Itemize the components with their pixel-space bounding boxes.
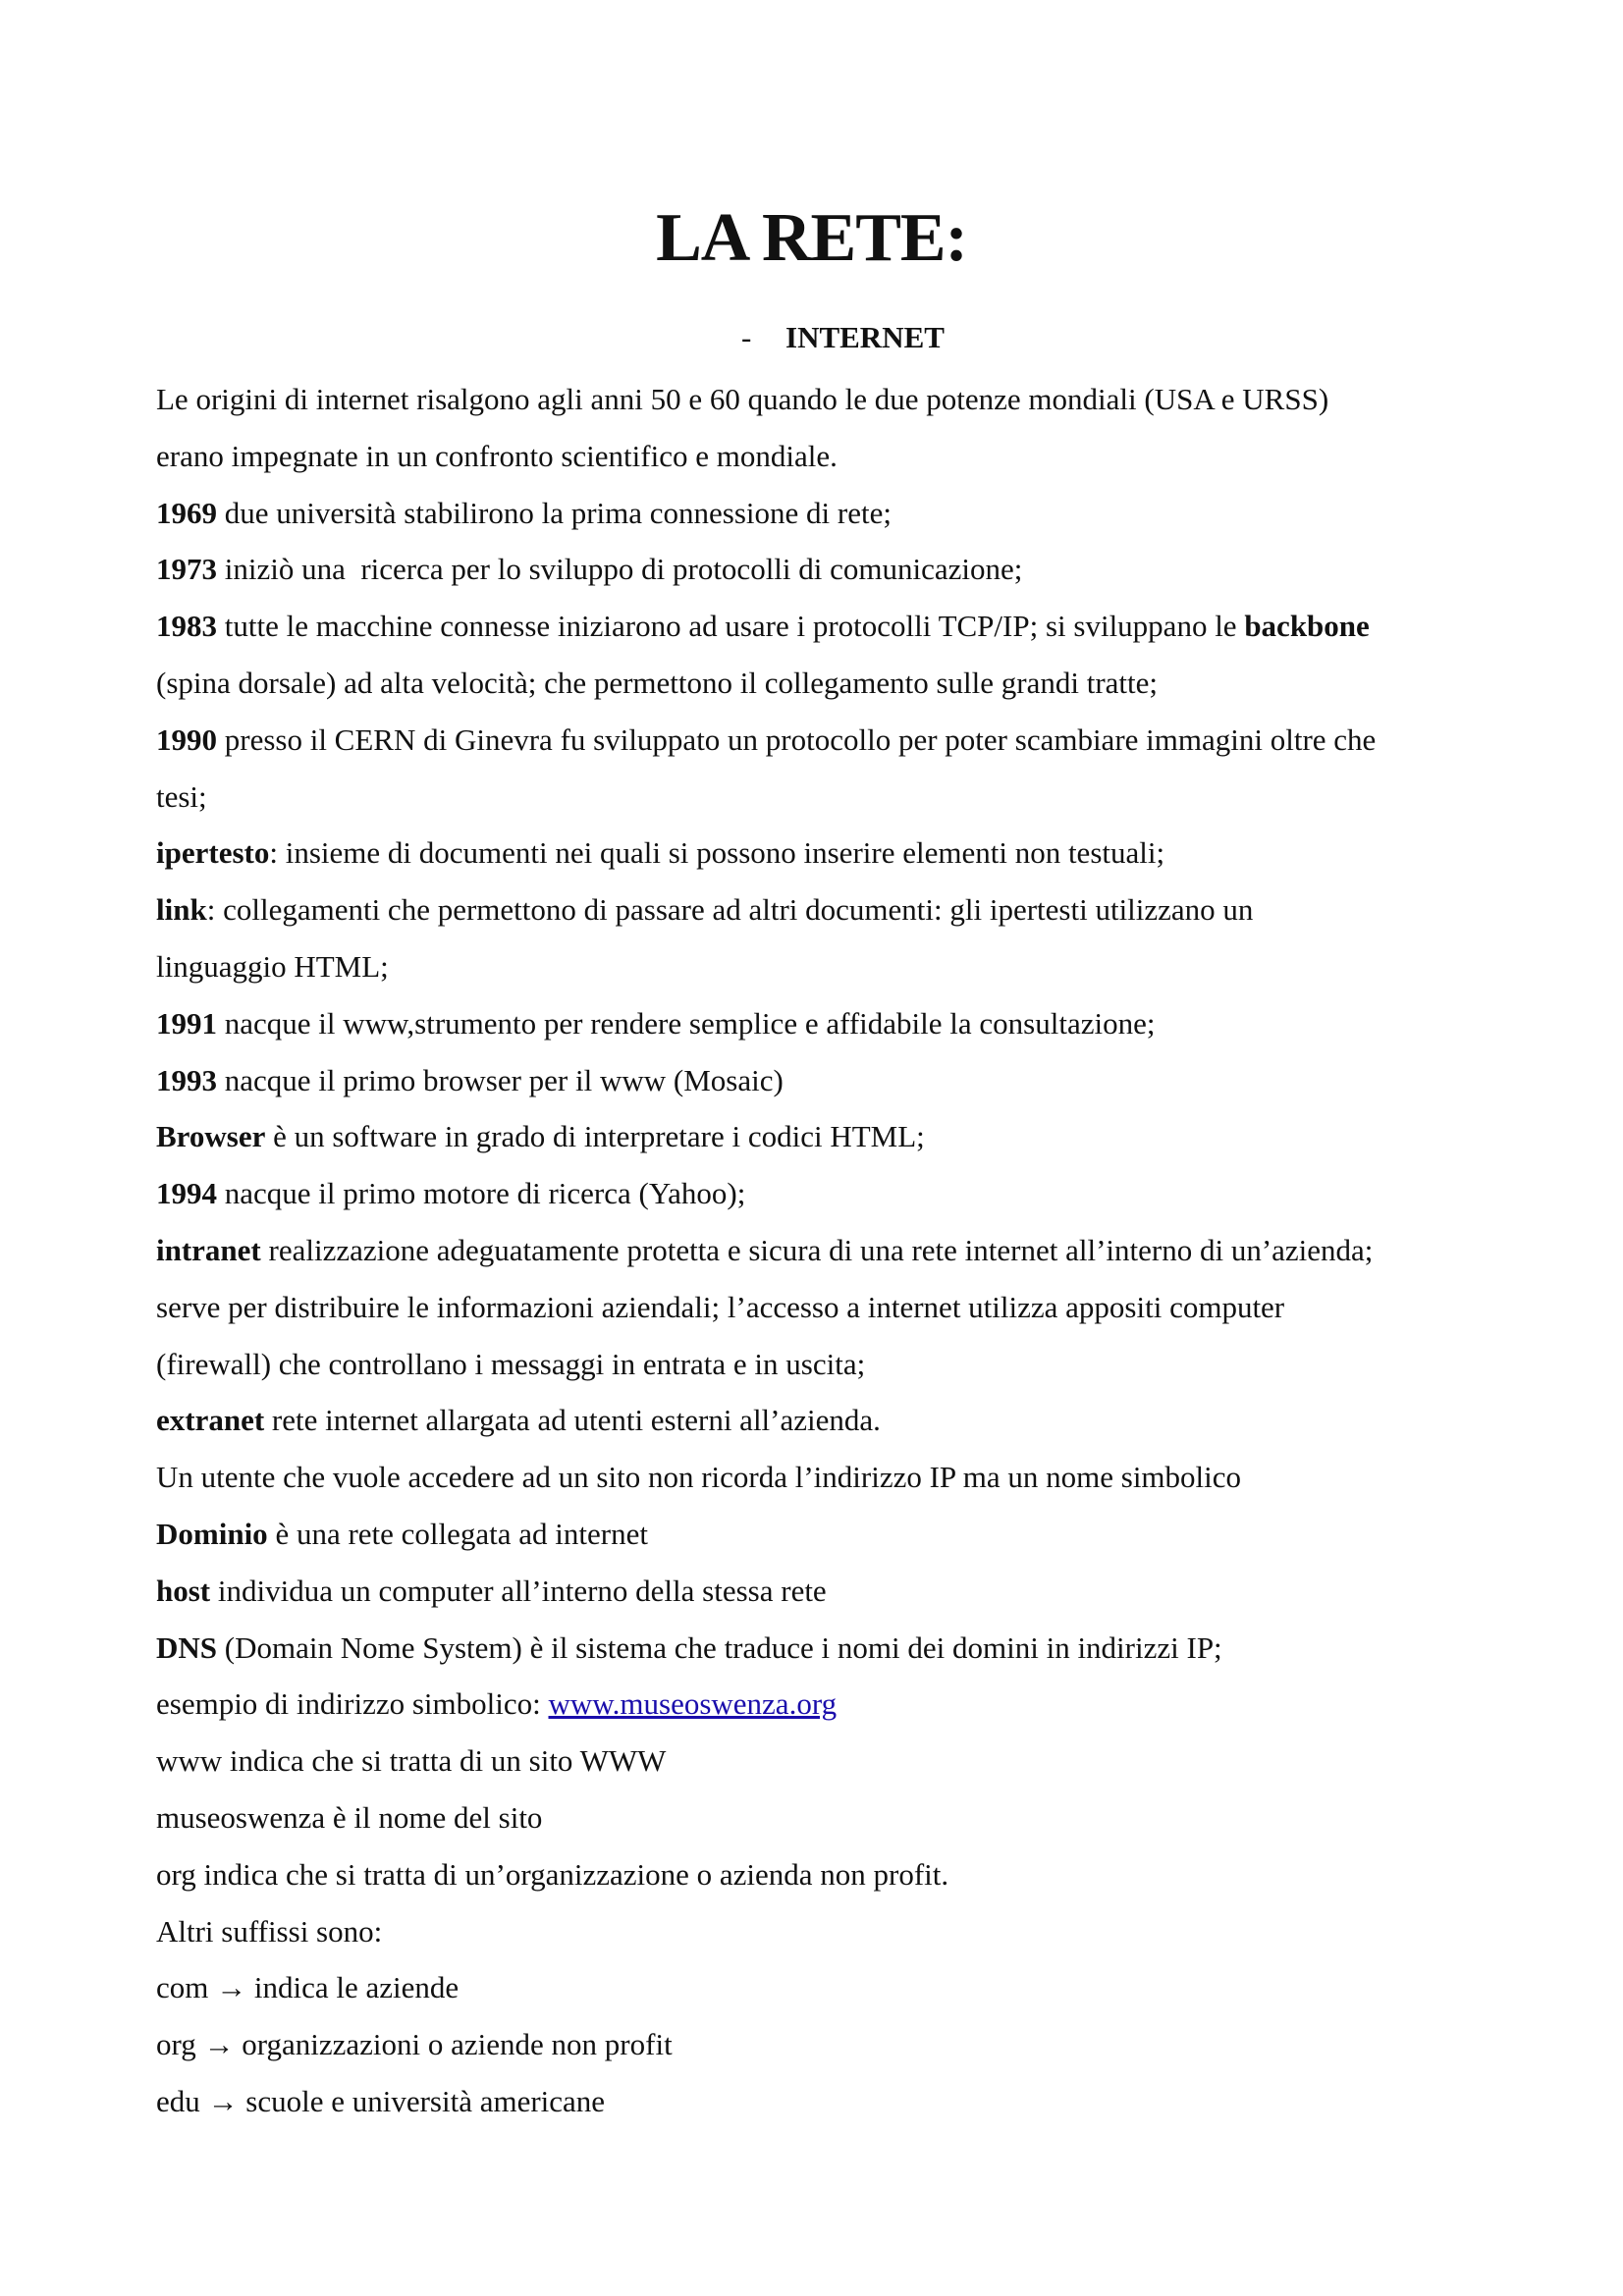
line-text: : insieme di documenti nei quali si possono inserire elementi non testuali; bbox=[269, 835, 1165, 871]
text-line bbox=[156, 881, 1531, 938]
text-line bbox=[156, 1392, 1531, 1449]
line-text: nacque il primo motore di ricerca (Yahoo); bbox=[217, 1176, 746, 1211]
line-text: rete internet allargata ad utenti esterni all’azienda. bbox=[264, 1403, 881, 1438]
line-text: realizzazione adeguatamente protetta e sicura di una rete internet all’interno di un’azienda; bbox=[260, 1232, 1374, 1267]
line-text: è una rete collegata ad internet bbox=[267, 1516, 648, 1551]
text-line bbox=[156, 1506, 1531, 1563]
bold-term: 1990 bbox=[156, 721, 217, 757]
line-text: linguaggio HTML; bbox=[156, 948, 389, 984]
text-line bbox=[156, 1279, 1531, 1336]
line-text: edu → scuole e università americane bbox=[156, 2083, 606, 2118]
text-line bbox=[156, 371, 1531, 428]
line-text: museoswenza è il nome del sito bbox=[156, 1799, 543, 1835]
line-text: Altri suffissi sono: bbox=[156, 1913, 383, 1949]
line-text: org indica che si tratta di un’organizzazione o azienda non profit. bbox=[156, 1856, 949, 1892]
text-line bbox=[156, 428, 1531, 485]
line-text: (spina dorsale) ad alta velocità; che permettono il collegamento sulle grandi tratte; bbox=[156, 665, 1159, 700]
text-line bbox=[156, 1676, 1531, 1733]
bold-term: backbone bbox=[1244, 609, 1370, 644]
text-line bbox=[156, 485, 1531, 542]
text-line bbox=[156, 1959, 1531, 2016]
text-line bbox=[156, 1789, 1531, 1846]
line-text: nacque il www,strumento per rendere semplice e affidabile la consultazione; bbox=[217, 1005, 1156, 1041]
line-text: www indica che si tratta di un sito WWW bbox=[156, 1743, 667, 1779]
line-text: : collegamenti che permettono di passare ad altri documenti: gli ipertesti utilizzano un bbox=[206, 892, 1254, 928]
text-line bbox=[156, 1222, 1531, 1279]
bold-term: ipertesto bbox=[156, 835, 270, 871]
section-heading-text: INTERNET bbox=[785, 320, 945, 354]
document-body bbox=[156, 371, 1531, 2130]
text-line bbox=[156, 1108, 1531, 1165]
text-line bbox=[156, 1733, 1531, 1789]
bold-term: Browser bbox=[156, 1119, 266, 1154]
line-text: nacque il primo browser per il www (Mosaic) bbox=[217, 1062, 784, 1097]
text-line bbox=[156, 2073, 1531, 2130]
bold-term: extranet bbox=[156, 1403, 265, 1438]
text-line bbox=[156, 1052, 1531, 1109]
text-line bbox=[156, 938, 1531, 995]
text-line bbox=[156, 712, 1531, 769]
line-text: iniziò una ricerca per lo sviluppo di protocolli di comunicazione; bbox=[217, 552, 1023, 587]
line-text: esempio di indirizzo simbolico: bbox=[156, 1686, 549, 1722]
line-text: serve per distribuire le informazioni aziendali; l’accesso a internet utilizza appositi computer bbox=[156, 1289, 1285, 1324]
text-line bbox=[156, 655, 1531, 712]
line-text: Un utente che vuole accedere ad un sito non ricorda l’indirizzo IP ma un nome simbolico bbox=[156, 1460, 1242, 1495]
line-text: (Domain Nome System) è il sistema che traduce i nomi dei domini in indirizzi IP; bbox=[217, 1629, 1222, 1665]
section-bullet: - bbox=[741, 320, 752, 354]
line-text: tutte le macchine connesse iniziarono ad usare i protocolli TCP/IP; si sviluppano le bbox=[217, 609, 1245, 644]
page-title: LA RETE: bbox=[656, 200, 967, 276]
line-text: presso il CERN di Ginevra fu sviluppato un protocollo per poter scambiare immagini oltre che bbox=[217, 721, 1377, 757]
line-text: individua un computer all’interno della stessa rete bbox=[210, 1573, 827, 1608]
line-text: due università stabilirono la prima connessione di rete; bbox=[217, 495, 892, 530]
line-text: è un software in grado di interpretare i codici HTML; bbox=[265, 1119, 925, 1154]
line-text: tesi; bbox=[156, 778, 207, 814]
line-text: org → organizzazioni o aziende non profit bbox=[156, 2027, 673, 2062]
text-line bbox=[156, 541, 1531, 598]
line-text: erano impegnate in un confronto scientifico e mondiale. bbox=[156, 438, 838, 473]
text-line bbox=[156, 2016, 1531, 2073]
text-line bbox=[156, 825, 1531, 881]
bold-term: 1969 bbox=[156, 495, 217, 530]
bold-term: 1993 bbox=[156, 1062, 217, 1097]
text-line bbox=[156, 1620, 1531, 1677]
line-text: com → indica le aziende bbox=[156, 1970, 460, 2005]
text-line bbox=[156, 995, 1531, 1052]
text-line bbox=[156, 1165, 1531, 1222]
bold-term: 1994 bbox=[156, 1176, 217, 1211]
bold-term: intranet bbox=[156, 1232, 261, 1267]
website-link[interactable]: www.museoswenza.org bbox=[548, 1686, 838, 1722]
text-line bbox=[156, 1563, 1531, 1620]
text-line bbox=[156, 1846, 1531, 1903]
text-line bbox=[156, 1449, 1531, 1506]
bold-term: Dominio bbox=[156, 1516, 268, 1551]
bold-term: DNS bbox=[156, 1629, 218, 1665]
bold-term: 1973 bbox=[156, 552, 217, 587]
text-line bbox=[156, 1903, 1531, 1960]
text-line bbox=[156, 598, 1531, 655]
bold-term: 1991 bbox=[156, 1005, 217, 1041]
text-line bbox=[156, 769, 1531, 826]
bold-term: link bbox=[156, 892, 207, 928]
line-text: Le origini di internet risalgono agli anni 50 e 60 quando le due potenze mondiali (USA e URSS) bbox=[156, 382, 1329, 416]
text-line bbox=[156, 1336, 1531, 1393]
line-text: (firewall) che controllano i messaggi in entrata e in uscita; bbox=[156, 1346, 866, 1381]
bold-term: host bbox=[156, 1573, 211, 1608]
bold-term: 1983 bbox=[156, 609, 217, 644]
